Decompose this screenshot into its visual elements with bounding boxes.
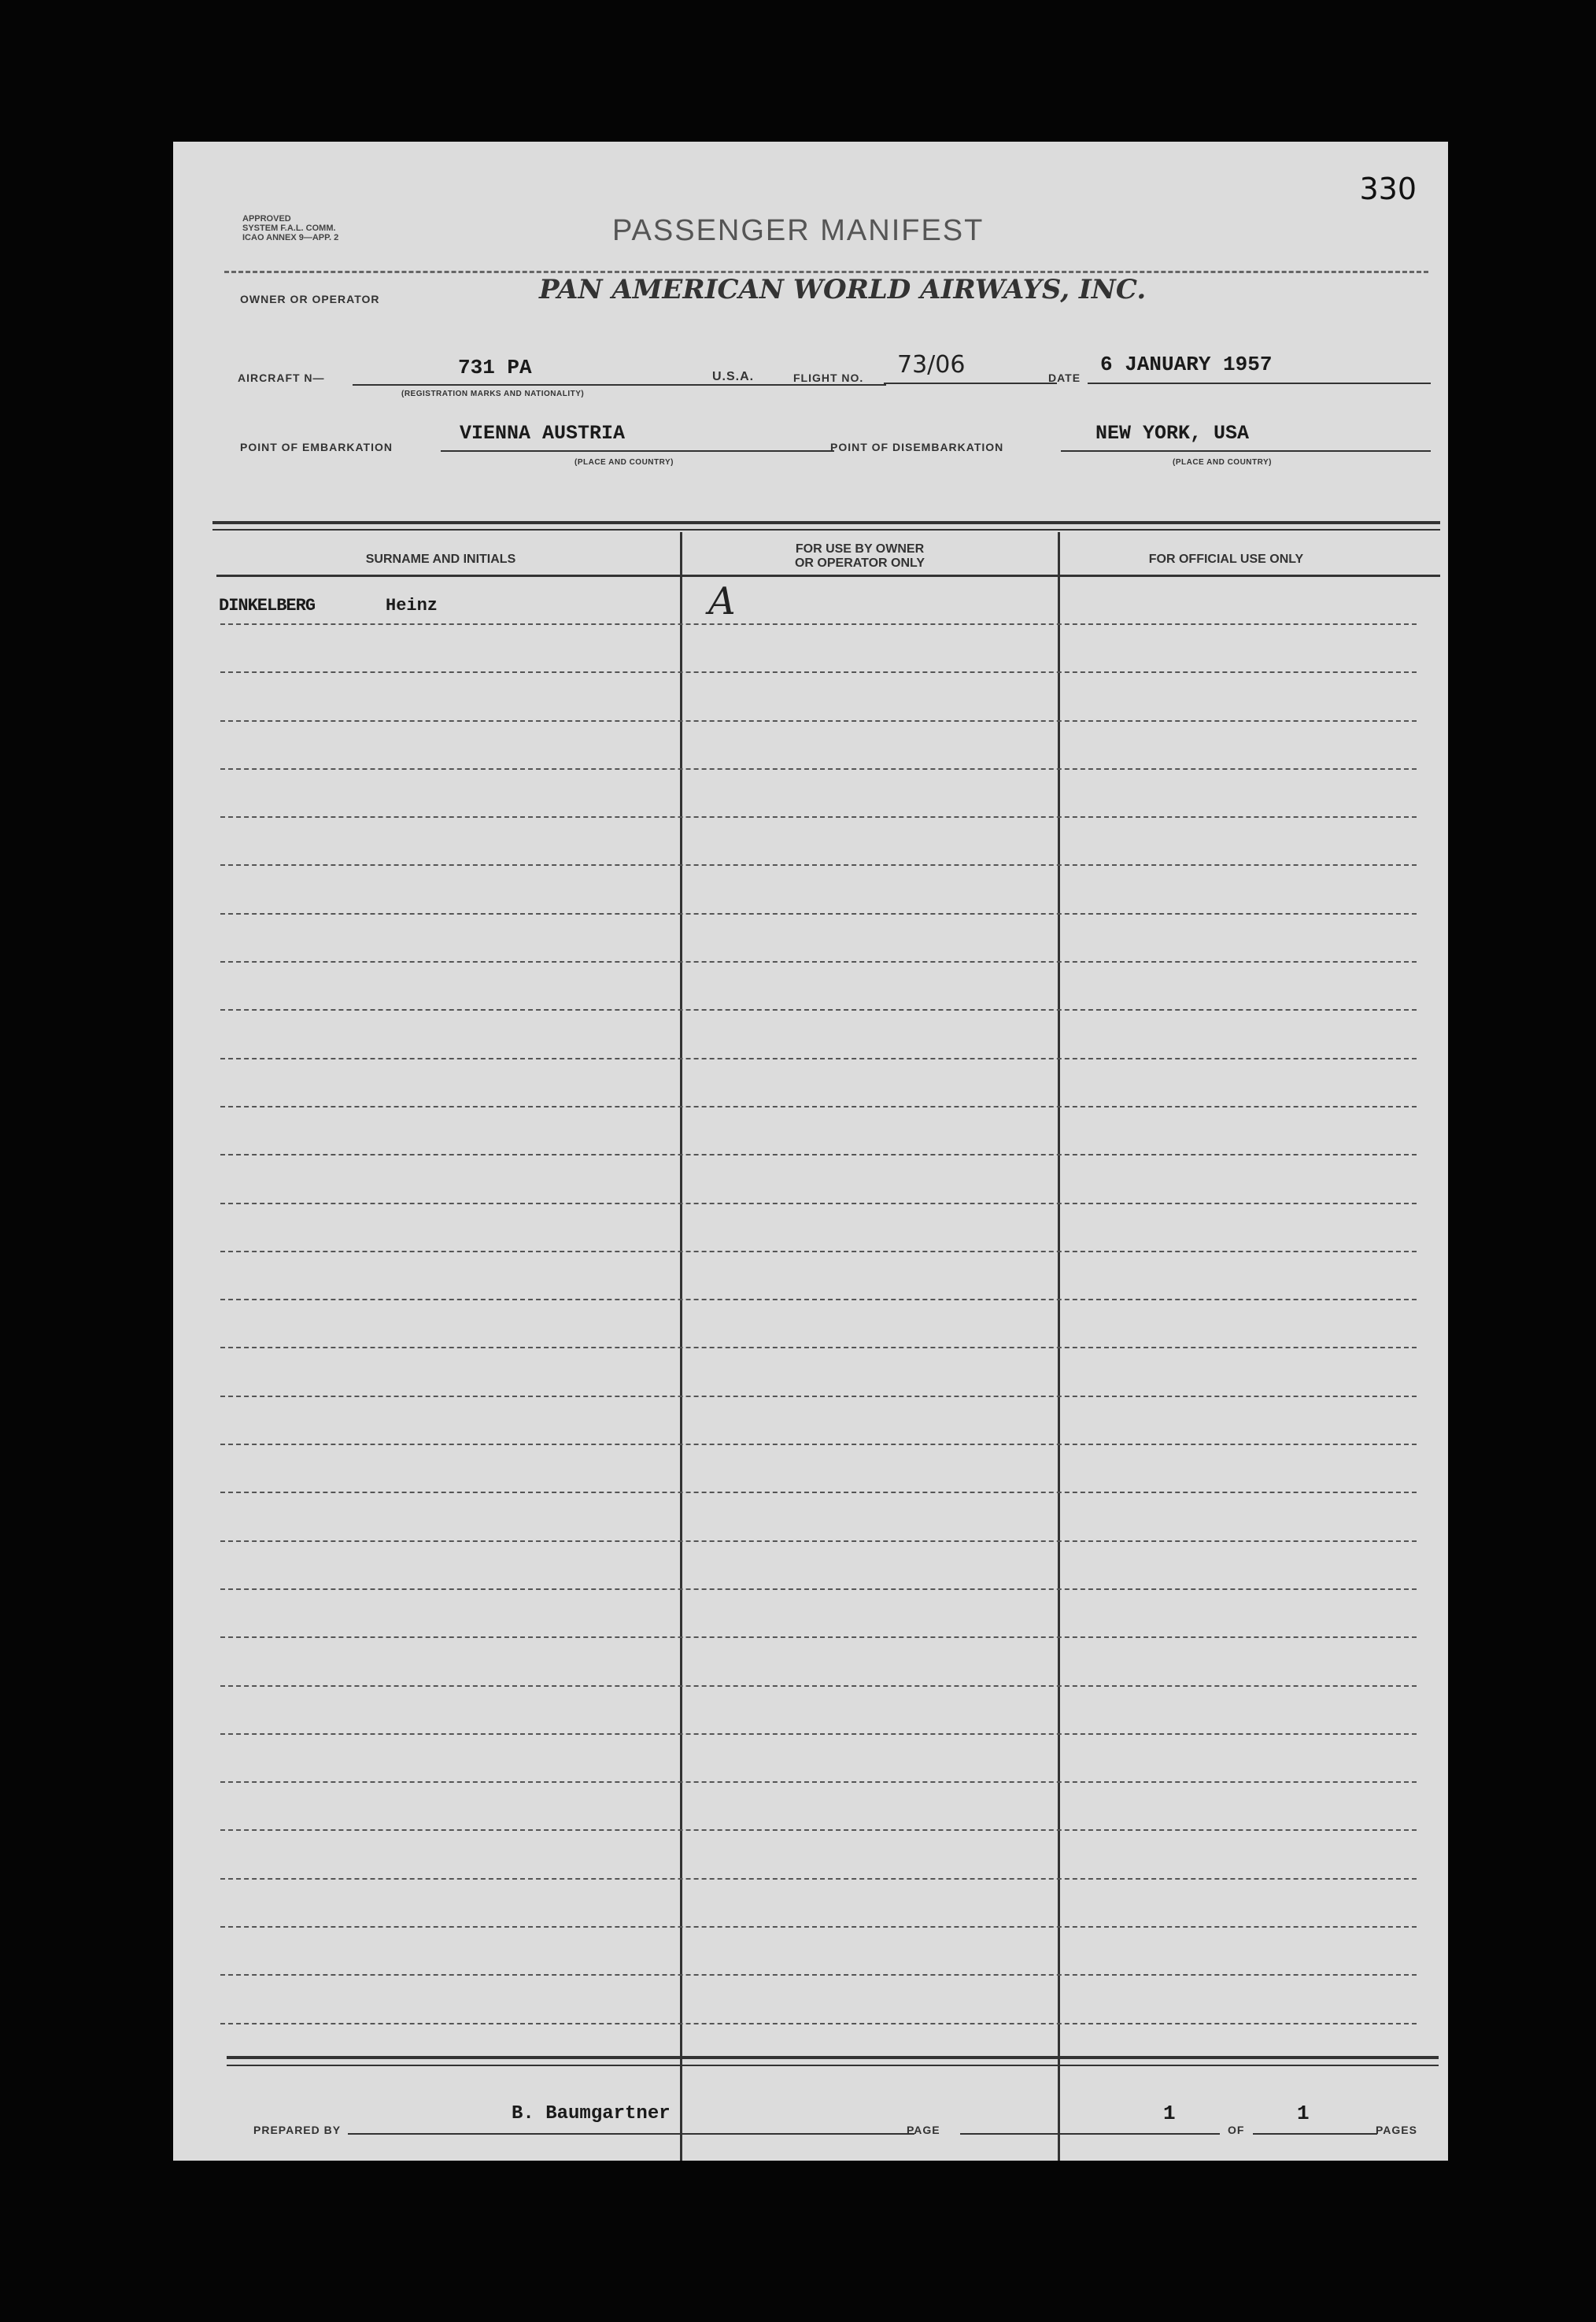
row-rule — [220, 816, 1417, 818]
row-rule — [220, 1203, 1417, 1204]
owner-use-line: FOR USE BY OWNER — [795, 542, 925, 556]
page-label: PAGE — [907, 2124, 940, 2136]
flight-value: 73/06 — [897, 351, 966, 379]
date-label: DATE — [1048, 372, 1081, 384]
row-rule — [220, 1492, 1417, 1493]
pages-label: PAGES — [1376, 2124, 1417, 2136]
aircraft-label: AIRCRAFT N— — [238, 372, 325, 384]
row-rule — [220, 1829, 1417, 1831]
row-rule — [220, 864, 1417, 866]
column-header-owner-use — [685, 542, 1035, 571]
page-title: PASSENGER MANIFEST — [612, 214, 985, 247]
row-rule — [220, 1733, 1417, 1735]
of-value: 1 — [1297, 2102, 1310, 2125]
row-rule — [220, 1588, 1417, 1590]
passenger-surname: DINKELBERG — [219, 596, 316, 616]
prepared-by-label: PREPARED BY — [253, 2124, 342, 2136]
row-rule — [220, 1974, 1417, 1976]
row-rule — [220, 623, 1417, 625]
row-rule — [220, 1154, 1417, 1155]
row-rule — [220, 961, 1417, 963]
embarkation-label: POINT OF EMBARKATION — [240, 441, 393, 453]
row-rule — [220, 1781, 1417, 1783]
country-label: U.S.A. — [712, 370, 755, 383]
of-label: OF — [1228, 2124, 1245, 2136]
row-rule — [220, 1396, 1417, 1397]
row-rule — [220, 1347, 1417, 1348]
manifest-sheet — [173, 142, 1448, 2161]
passenger-given: Heinz — [386, 596, 438, 616]
approval-line: APPROVED — [242, 214, 291, 224]
row-rule — [220, 1685, 1417, 1687]
date-value: 6 JANUARY 1957 — [1100, 353, 1273, 376]
row-rule — [220, 2023, 1417, 2024]
row-rule — [220, 913, 1417, 915]
row-rule — [220, 1251, 1417, 1252]
row-rule — [220, 768, 1417, 770]
row-rule — [220, 1636, 1417, 1638]
row-rule — [220, 1009, 1417, 1011]
embarkation-value: VIENNA AUSTRIA — [460, 422, 626, 445]
owner-use-line: OR OPERATOR ONLY — [794, 556, 925, 570]
owner-operator-value: PAN AMERICAN WORLD AIRWAYS, INC. — [539, 274, 1147, 305]
row-rule — [220, 1058, 1417, 1059]
column-header-official-use: FOR OFFICIAL USE ONLY — [1148, 553, 1304, 566]
approval-line: SYSTEM F.A.L. COMM. — [242, 224, 336, 233]
row-rule — [220, 1926, 1417, 1928]
aircraft-value: 731 PA — [458, 356, 532, 379]
embarkation-sublabel: (PLACE AND COUNTRY) — [574, 458, 674, 467]
row-rule — [220, 1106, 1417, 1107]
aircraft-sublabel: (REGISTRATION MARKS AND NATIONALITY) — [401, 390, 585, 398]
disembarkation-value: NEW YORK, USA — [1095, 422, 1250, 445]
column-header-surname: SURNAME AND INITIALS — [365, 553, 516, 566]
approval-stamp — [242, 214, 338, 242]
page-value: 1 — [1163, 2102, 1176, 2125]
row-rule — [220, 1878, 1417, 1880]
approval-line: ICAO ANNEX 9—APP. 2 — [242, 233, 339, 242]
row-rule — [220, 671, 1417, 673]
disembarkation-sublabel: (PLACE AND COUNTRY) — [1173, 458, 1272, 467]
flight-label: FLIGHT NO. — [793, 372, 864, 384]
row-rule — [220, 1299, 1417, 1300]
owner-operator-label: OWNER OR OPERATOR — [240, 293, 380, 305]
passenger-owner-mark: A — [708, 579, 736, 623]
page-number: 330 — [1359, 172, 1417, 206]
disembarkation-label: POINT OF DISEMBARKATION — [830, 441, 1004, 453]
row-rule — [220, 1444, 1417, 1445]
row-rule — [220, 1540, 1417, 1542]
row-rule — [220, 720, 1417, 722]
prepared-by-value: B. Baumgartner — [512, 2103, 671, 2124]
